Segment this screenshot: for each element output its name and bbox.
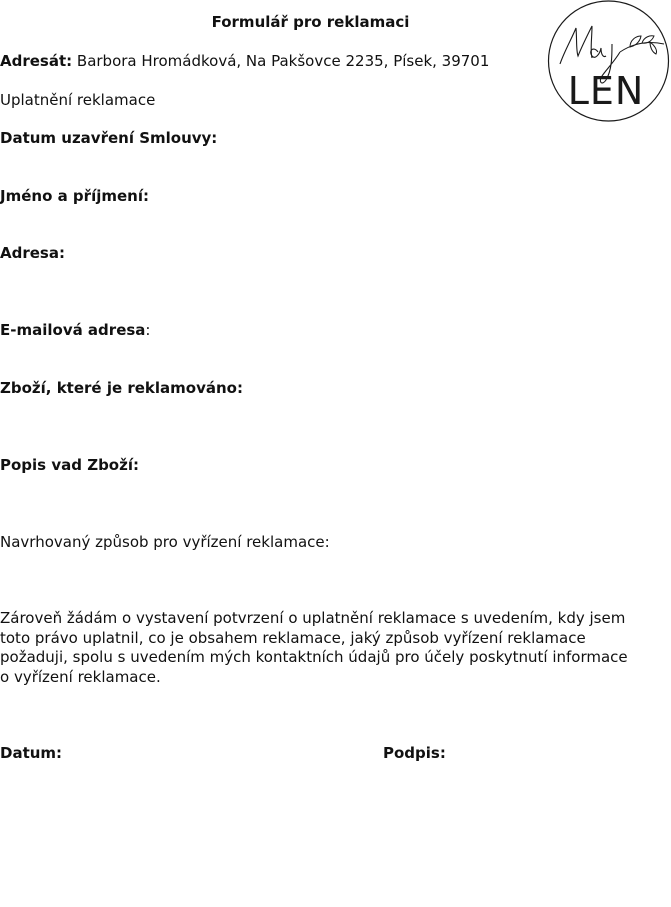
- goods-label: Zboží, které je reklamováno:: [0, 379, 243, 397]
- resolution-proposal-label: Navrhovaný způsob pro vyřízení reklamace:: [0, 533, 330, 551]
- addressee-value: Barbora Hromádková, Na Pakšovce 2235, Písek, 39701: [72, 52, 490, 70]
- claim-heading: Uplatnění reklamace: [0, 91, 156, 109]
- signature-label: Podpis:: [383, 744, 446, 762]
- logo-script-m: [560, 26, 592, 64]
- confirmation-paragraph: Zároveň žádám o vystavení potvrzení o uplatnění reklamace s uvedením, kdy jsem toto právo uplatnil, co je obsahem reklamace, jaký způsob vyřízení reklamace požaduji, spolu s uvedením mých kontaktních údajů pro účely poskytnutí informace o vyřízení reklamace.: [0, 609, 628, 686]
- logo-script-a: [591, 48, 606, 57]
- logo-main-text: LEN: [567, 69, 645, 113]
- defects-label: Popis vad Zboží:: [0, 456, 139, 474]
- addressee-line: [0, 52, 489, 70]
- form-title: Formulář pro reklamaci: [211, 13, 410, 31]
- logo-svg: [546, 0, 671, 124]
- addressee-label: Adresát:: [0, 52, 73, 70]
- name-label: Jméno a příjmení:: [0, 187, 149, 205]
- email-label-text: E-mailová adresa: [0, 321, 146, 339]
- email-label-colon: :: [145, 321, 151, 339]
- address-label: Adresa:: [0, 244, 65, 262]
- email-label: [0, 321, 150, 339]
- contract-date-label: Datum uzavření Smlouvy:: [0, 129, 218, 147]
- brand-logo: [546, 0, 671, 124]
- date-label: Datum:: [0, 744, 63, 762]
- leaf-icon: [620, 36, 664, 54]
